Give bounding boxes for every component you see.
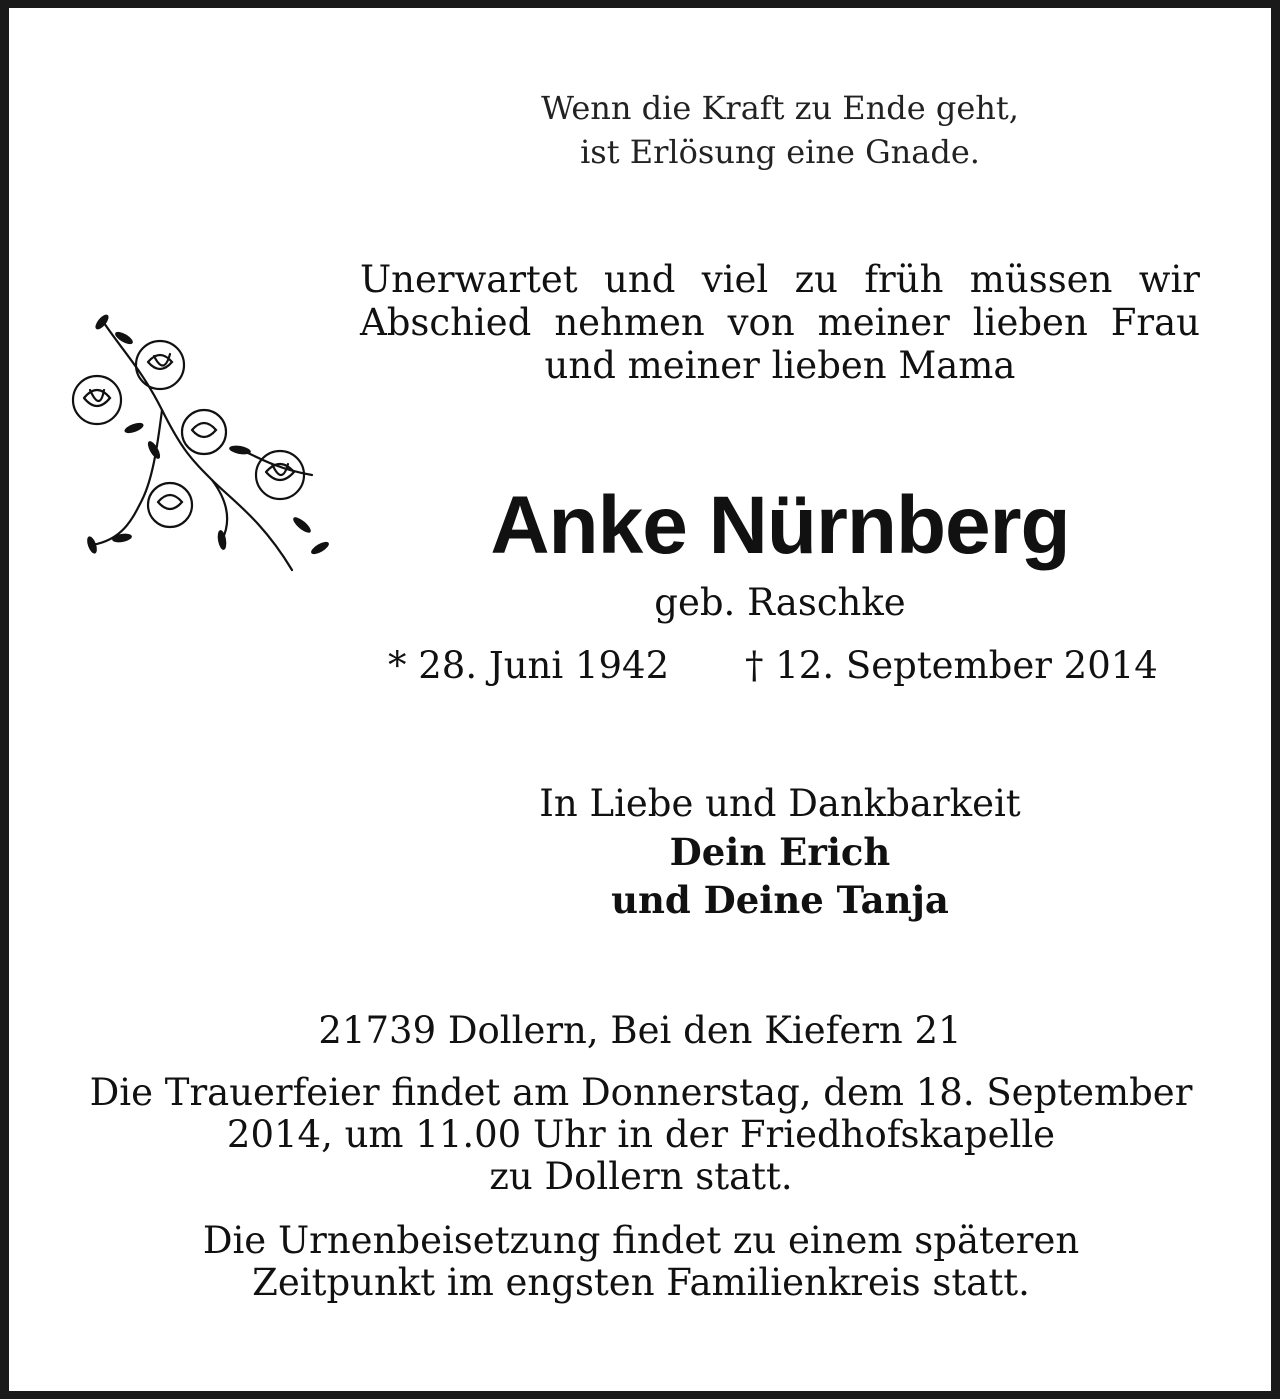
service-line-1: Die Trauerfeier findet am Donnerstag, dem 18. September: [89, 1071, 1193, 1114]
death-date: † 12. September 2014: [745, 644, 1158, 687]
birth-date: * 28. Juni 1942: [388, 644, 670, 687]
deceased-name: Anke Nürnberg: [490, 480, 1070, 571]
maiden-name: geb. Raschke: [654, 581, 906, 624]
mourners-line-3: und Deine Tanja: [611, 878, 949, 922]
urn-line-2: Zeitpunkt im engsten Familienkreis statt.: [252, 1261, 1030, 1304]
roses-icon: [62, 300, 352, 590]
mourners-line-2: Dein Erich: [669, 830, 891, 874]
intro-line-1: Unerwartet und viel zu früh müssen wir: [360, 258, 1200, 301]
mourners-line-1: In Liebe und Dankbarkeit: [539, 782, 1021, 825]
intro-text: [360, 258, 1200, 387]
service-info: [80, 1072, 1202, 1198]
service-line-2: 2014, um 11.00 Uhr in der Friedhofskapelle: [226, 1113, 1056, 1156]
mourners: [430, 780, 1130, 924]
intro-line-3: und meiner lieben Mama: [544, 344, 1016, 387]
quote-line-1: Wenn die Kraft zu Ende geht,: [541, 89, 1019, 127]
intro-line-2: Abschied nehmen von meiner lieben Frau: [360, 301, 1200, 344]
quote: [420, 86, 1140, 174]
urn-info: [120, 1220, 1162, 1304]
address: 21739 Dollern, Bei den Kiefern 21: [318, 1009, 962, 1052]
urn-line-1: Die Urnenbeisetzung findet zu einem späteren: [202, 1219, 1080, 1262]
service-line-3: zu Dollern statt.: [489, 1155, 793, 1198]
quote-line-2: ist Erlösung eine Gnade.: [580, 133, 980, 171]
